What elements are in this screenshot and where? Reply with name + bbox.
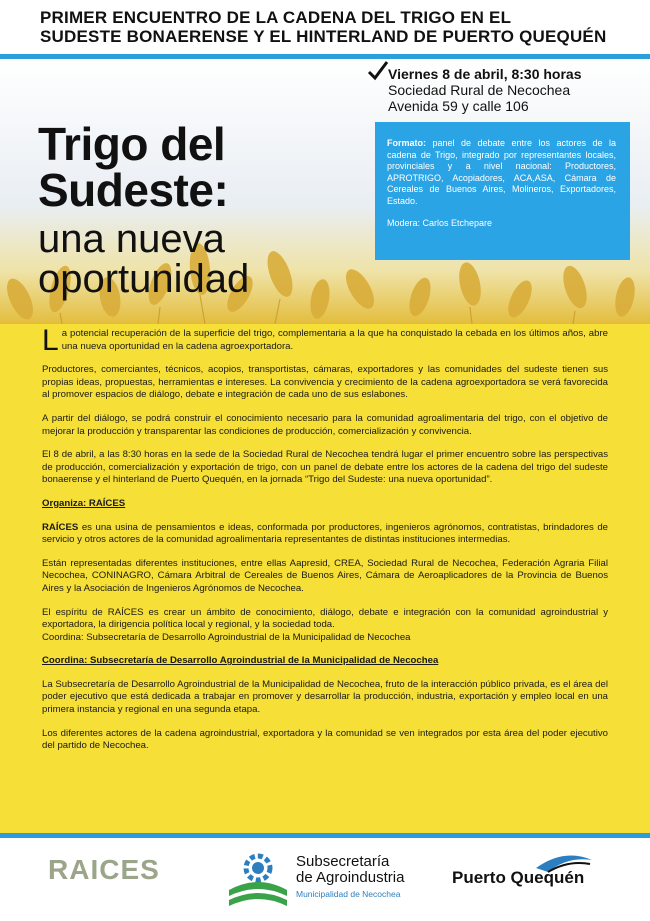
format-label: Formato: [387, 138, 426, 148]
paragraph-raices-text: es una usina de pensamientos e ideas, conformada por productores, ingenieros agrónomos, contratistas, brindadores de servicio y otros actores de la comunidad agroalimentaria representantes de distintas instituciones intermedias. [42, 521, 608, 546]
raices-strong: RAÍCES [42, 521, 79, 533]
paragraph-closing: Los diferentes actores de la cadena agroindustrial, exportadora y la comunidad se ven integrados por esta área del poder ejecutivo del partido de Necochea. [42, 727, 608, 752]
moderator: Modera: Carlos Etchepare [387, 217, 493, 228]
main-subtitle-line2: oportunidad [38, 257, 250, 301]
paragraph-intro [42, 324, 608, 357]
agroindustria-logo-icon [225, 846, 291, 912]
coordina-heading: Coordina: Subsecretaría de Desarrollo Agroindustrial de la Municipalidad de Necochea [42, 655, 439, 667]
paragraph-spirit [42, 607, 608, 645]
agroindustria-line3: Municipalidad de Necochea [296, 889, 401, 899]
paragraph-subsecretaria: La Subsecretaría de Desarrollo Agroindustrial de la Municipalidad de Necochea, fruto de la interacción público privada, es el área del poder ejecutivo que está dedicada a trabajar en promover y desarrollar la producción, industria, exportación y empleo local en una primera instancia y regional en una segunda etapa. [42, 678, 608, 716]
main-title-line1: Trigo del [38, 118, 226, 170]
main-title-line2: Sudeste: [38, 164, 229, 216]
body-text [42, 324, 608, 764]
header-title-line2: SUDESTE BONAERENSE Y EL HINTERLAND DE PUERTO QUEQUÉN [40, 27, 607, 46]
header-title-line1: PRIMER ENCUENTRO DE LA CADENA DEL TRIGO EN EL [40, 8, 512, 27]
main-subtitle-line1: una nueva [38, 217, 225, 261]
paragraph-actors: Productores, comerciantes, técnicos, acopios, transportistas, cámaras, exportadores y las comunidades del sudeste tienen sus propias ideas, propuestas, herramientas e intereses. La convivencia y crecimiento de la cadena agroexportadora se verá favorecida al promover espacios de diálogo, debate e integración de cada uno de sus eslabones. [42, 364, 608, 401]
body-section [0, 324, 650, 836]
event-details [388, 66, 628, 114]
paragraph-dialogue: A partir del diálogo, se podrá construir el conocimiento necesario para la comunidad agroalimentaria del trigo, con el objetivo de mejorar la producción y transparentar las condiciones de producción, comercialización y convivencia. [42, 412, 608, 437]
paragraph-intro-text: a potencial recuperación de la superficie del trigo, complementaria a la que ha conquistado la cebada en los últimos años, abre una nueva oportunidad en la cadena agroexportadora. [61, 328, 608, 352]
checkmark-icon [367, 60, 389, 82]
paragraph-institutions: Están representadas diferentes instituciones, entre ellas Aapresid, CREA, Sociedad Rural de Necochea, Federación Agraria Filial Necochea, CONINAGRO, Cámara Arbitral de Cereales de Buenos Aires, Cámara de Aeroaplicadores de la Provincia de Buenos Aires y la Asociación de Ingenieros Agrónomos de Necochea. [42, 557, 608, 594]
paragraph-event: El 8 de abril, a las 8:30 horas en la sede de la Sociedad Rural de Necochea tendrá lugar el primer encuentro sobre las perspectivas de producción, comercialización y exportación de trigo, con un panel de debate entre los actores de la cadena del trigo del sudeste bonaerense y el hinterland de Puerto Quequén, en la jornada “Trigo del Sudeste: una nueva oportunidad”. [42, 449, 608, 486]
event-venue: Sociedad Rural de Necochea [388, 82, 571, 98]
drop-cap: L [42, 324, 59, 357]
format-text: panel de debate entre los actores de la cadena de Trigo, integrado por representantes locales, provinciales y a nivel nacional: Productores, APROTRIGO, Acopiadores, ACA,ASA, Cámara de Cereales de Buenos Aires, Molineros, Exportadores, Estado. [387, 138, 616, 206]
format-description [387, 138, 616, 208]
format-info-box [375, 122, 630, 260]
raices-logo: RAICES [48, 854, 160, 885]
puerto-quequen-logo: Puerto Quequén [452, 868, 585, 887]
header-title [40, 8, 640, 46]
header [0, 0, 650, 60]
puerto-quequen-icon [534, 850, 594, 878]
main-subtitle [38, 219, 368, 299]
paragraph-spirit-text: El espíritu de RAÍCES es crear un ámbito de conocimiento, diálogo, debate e integración con la comunidad agroindustrial y exportadora, la dirigencia política local y regional, y la sociedad toda. [42, 606, 608, 631]
footer [0, 838, 650, 921]
paragraph-spirit-coord: Coordina: Subsecretaría de Desarrollo Agroindustrial de la Municipalidad de Necochea [42, 631, 411, 643]
event-date: Viernes 8 de abril, 8:30 horas [388, 66, 582, 82]
agroindustria-line2: de Agroindustria [296, 869, 405, 886]
agroindustria-line1: Subsecretaría [296, 853, 390, 870]
organiza-heading: Organiza: RAÍCES [42, 497, 126, 509]
main-title [38, 118, 368, 216]
event-address: Avenida 59 y calle 106 [388, 98, 529, 114]
paragraph-raices [42, 522, 608, 547]
